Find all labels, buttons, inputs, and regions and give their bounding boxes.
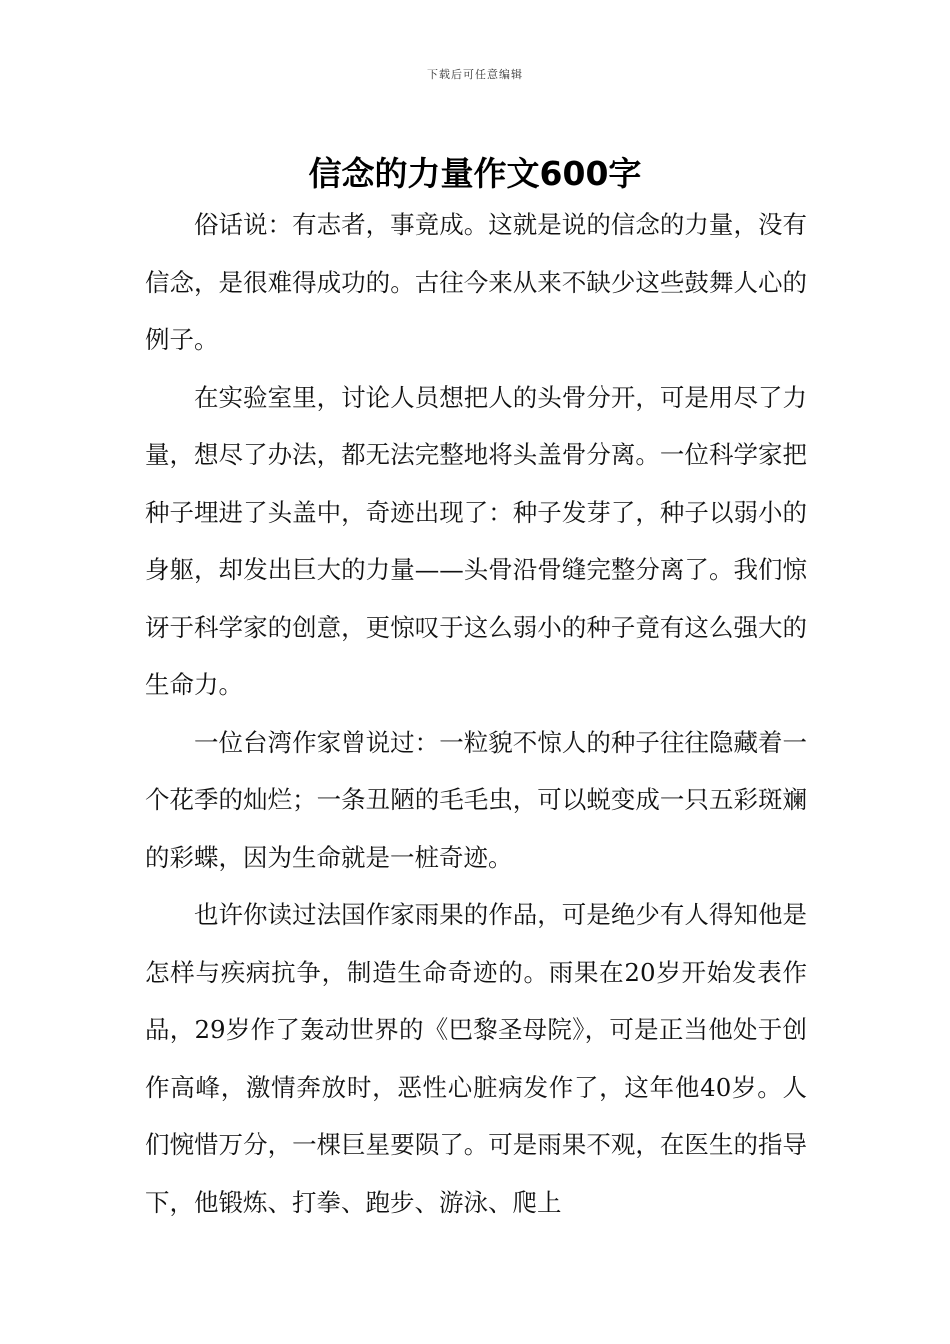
paragraph: 也许你读过法国作家雨果的作品，可是绝少有人得知他是怎样与疾病抗争，制造生命奇迹的。雨果在20岁开始发表作品，29岁作了轰动世界的《巴黎圣母院》，可是正当他处于创作高峰，激情奔放时，恶性心脏病发作了，这年他40岁。人们惋惜万分，一棵巨星要陨了。可是雨果不观，在医生的指导下，他锻炼、打拳、跑步、游泳、爬上	[145, 900, 807, 1217]
document-body	[145, 196, 807, 1231]
paragraph: 俗话说：有志者，事竟成。这就是说的信念的力量，没有信念，是很难得成功的。古往今来从来不缺少这些鼓舞人心的例子。	[145, 210, 807, 354]
paragraph: 在实验室里，讨论人员想把人的头骨分开，可是用尽了力量，想尽了办法，都无法完整地将头盖骨分离。一位科学家把种子埋进了头盖中，奇迹出现了：种子发芽了，种子以弱小的身躯，却发出巨大的力量——头骨沿骨缝完整分离了。我们惊讶于科学家的创意，更惊叹于这么弱小的种子竟有这么强大的生命力。	[145, 382, 807, 699]
paragraph: 一位台湾作家曾说过：一粒貌不惊人的种子往往隐藏着一个花季的灿烂；一条丑陋的毛毛虫，可以蜕变成一只五彩斑斓的彩蝶，因为生命就是一桩奇迹。	[145, 727, 807, 872]
document-title: 信念的力量作文600字	[308, 154, 642, 194]
header-note: 下载后可任意编辑	[427, 68, 523, 81]
